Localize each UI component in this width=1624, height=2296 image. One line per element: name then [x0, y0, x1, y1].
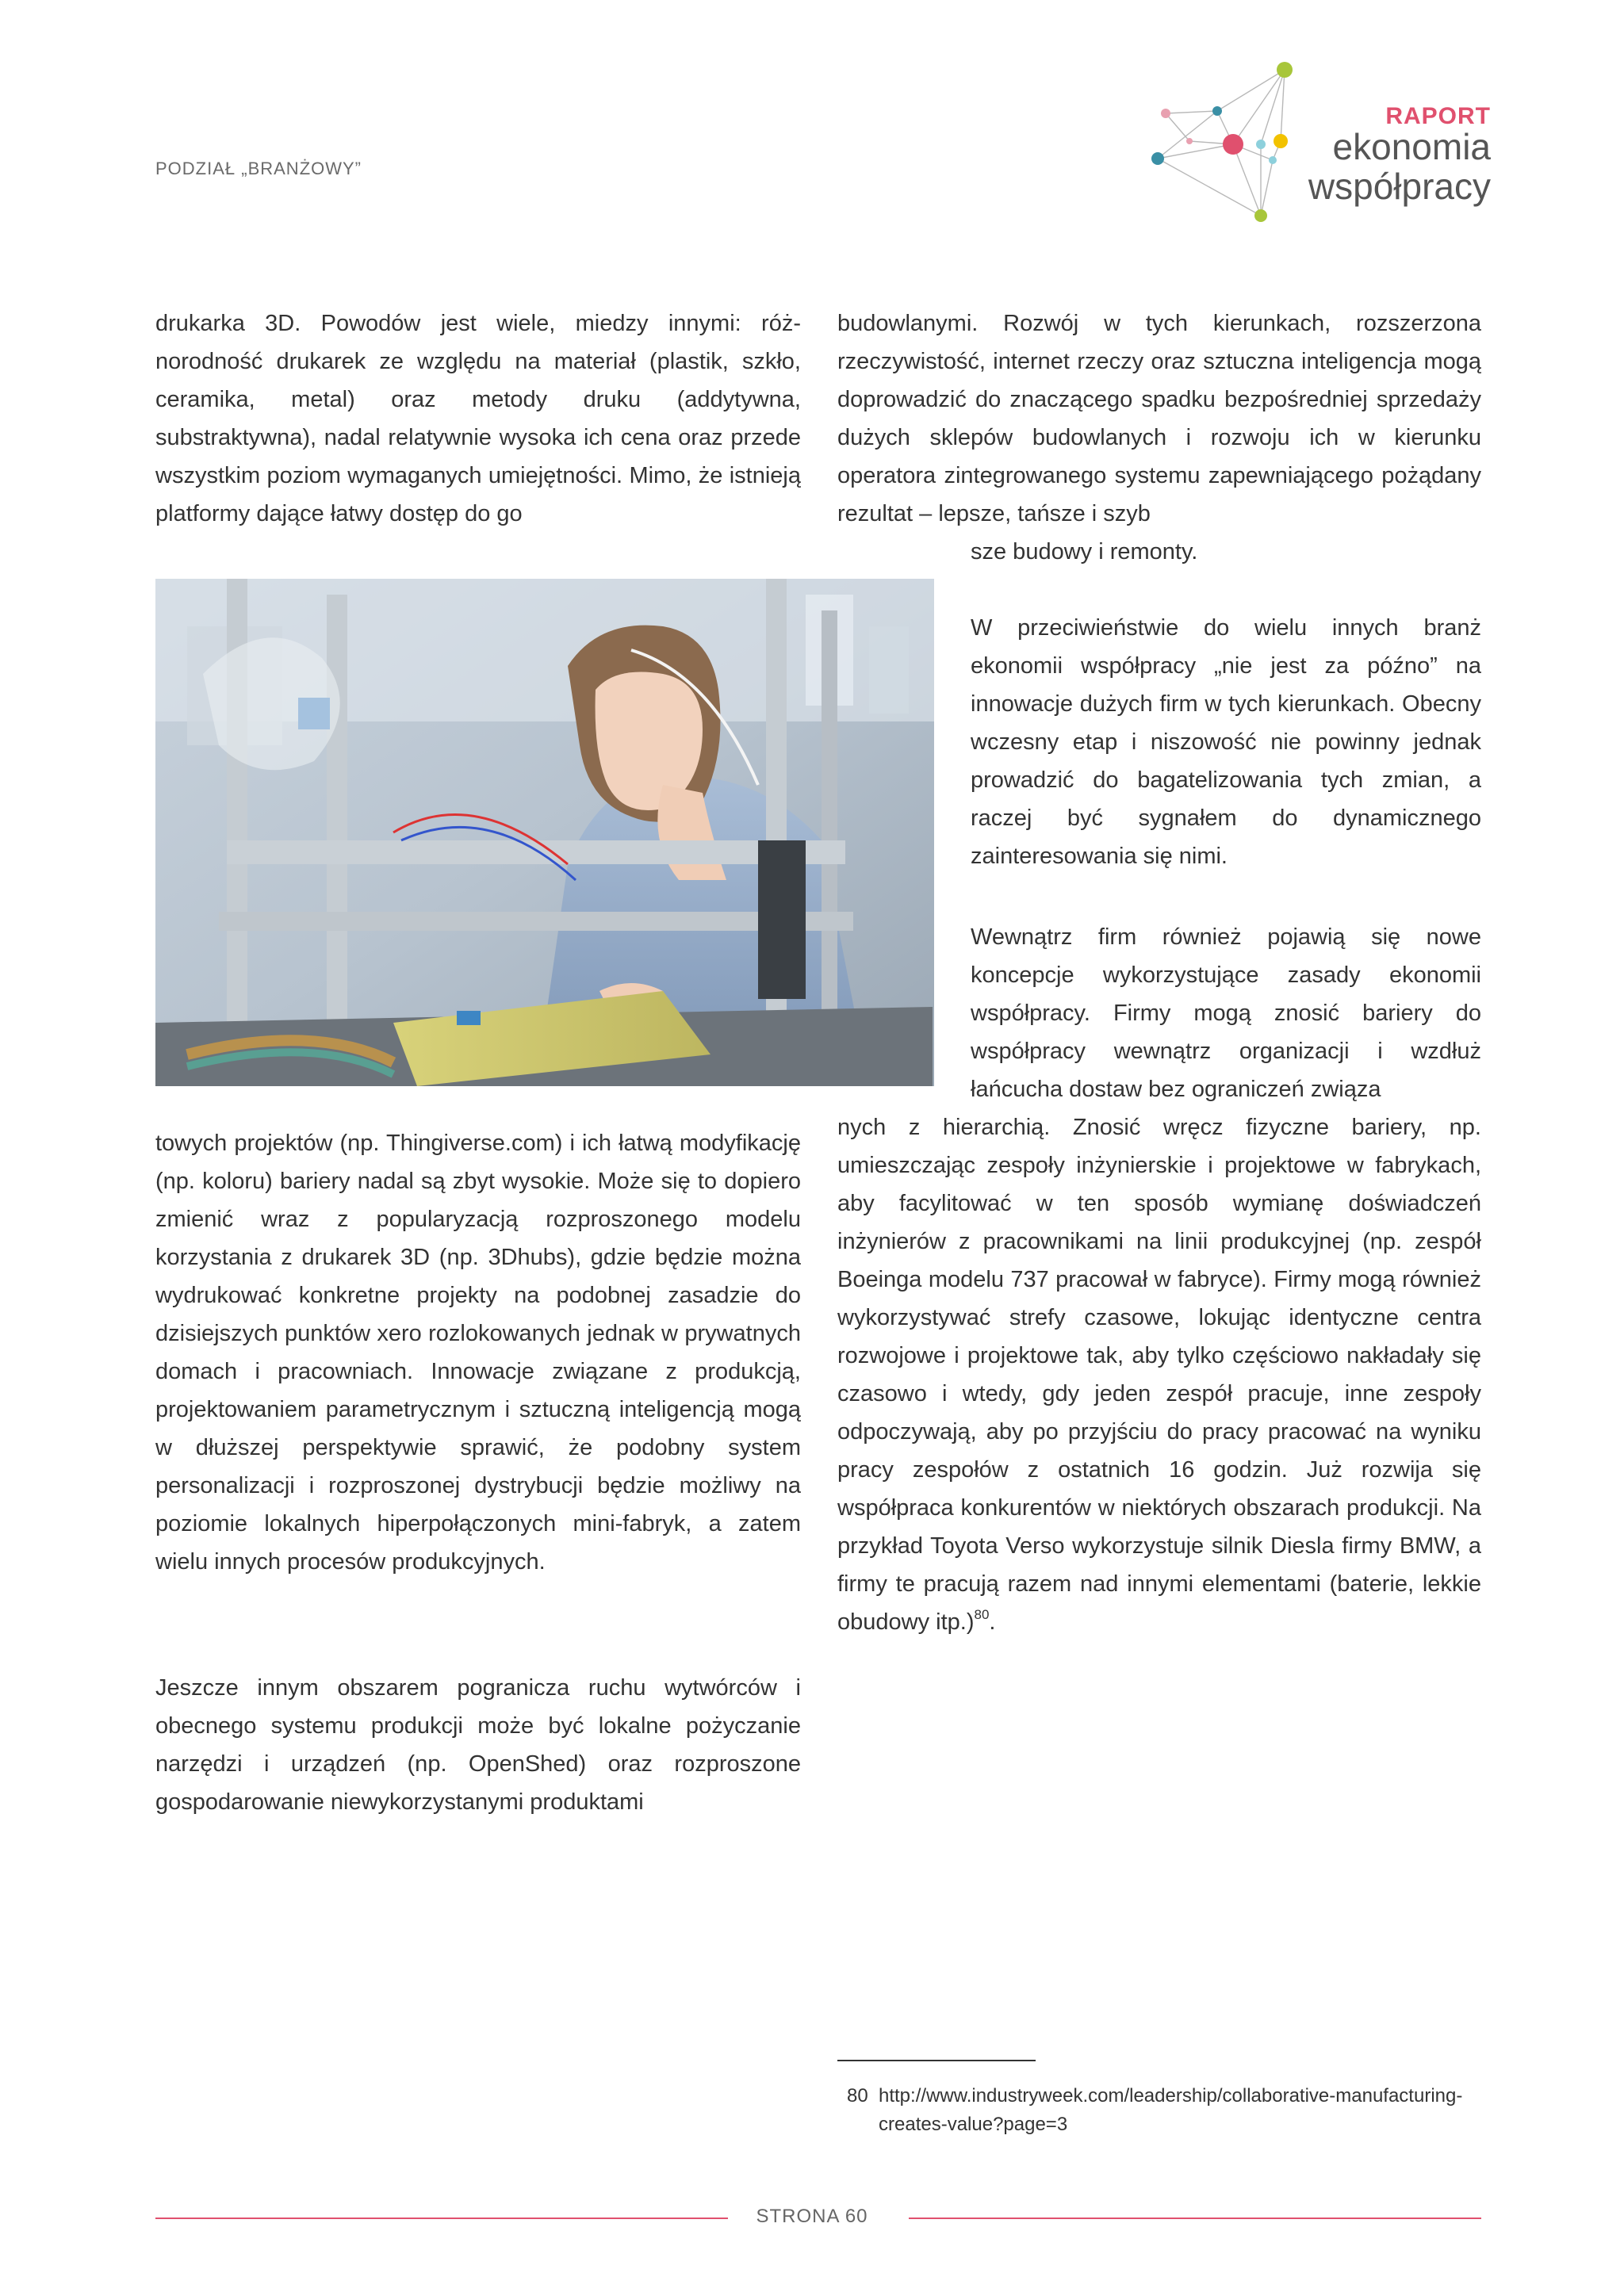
- col1-middle-paragraph: towych projektów (np. Thingiverse.com) i ich łatwą modyfikację (np. koloru) bariery nadal są zbyt wysokie. Może się to dopiero zmienić wraz z popularyzacją rozproszonego modelu korzystania z drukarek 3D (np. 3Dhubs), gdzie będzie można wydrukować konkretne projekty na podobnej zasadzie do dzisiejszych punktów xero rozlokowanych jednak w prywatnych domach i pracowniach. Innowacje związane z produkcją, projektowaniem parametrycznym i sztuczną inteligencją mogą w dłuższej perspektywie sprawić, że podobny system personalizacji i rozproszonej dystrybucji będzie możliwy na poziomie lokalnych hiperpołączonych mini-fabryk, a zatem wielu innych procesów produkcyjnych.: [155, 1131, 801, 1575]
- logo-raport-text: RAPORT: [1385, 103, 1491, 129]
- footnote-link[interactable]: http://www.industryweek.com/leadership/collaborative-manufacturing-creates-value?page=3: [879, 2085, 1463, 2135]
- col2-third-paragraph-narrow: Wewnątrz firm również pojawią się nowe koncepcje wykorzystujące zasady ekonomii współpracy. Firmy mogą znosić bariery do współpracy wewnątrz organizacji i wzdłuż łańcucha dostaw bez ograniczeń związa: [971, 924, 1481, 1102]
- logo-line2-text: współpracy: [1308, 166, 1491, 207]
- col1-top-paragraph: drukarka 3D. Powodów jest wiele, miedzy innymi: różnorodność drukarek ze względu na materiał (plastik, szkło, ceramika, metal) oraz metody druku (addytywna, substraktywna), nadal relatywnie wysoka ich cena oraz przede wszystkim poziom wymaganych umiejętności. Mimo, że istnieją platformy dające łatwy dostęp do go: [155, 311, 801, 526]
- col2-second-paragraph: W przeciwieństwie do wielu innych branż ekonomii współpracy „nie jest za późno” na innowacje dużych firm w tych kierunkach. Obecny wczesny etap i niszowość nie powinny jednak prowadzić do bagatelizowania tych zmian, a raczej być sygnałem do dynamicznego zainteresowania się nimi.: [971, 615, 1481, 869]
- logo-line1-text: ekonomia: [1332, 126, 1491, 167]
- footer-line-left: [155, 2218, 728, 2219]
- section-label: PODZIAŁ „BRANŻOWY”: [155, 159, 362, 178]
- footer-line-right: [909, 2218, 1481, 2219]
- page-number: STRONA 60: [756, 2206, 868, 2227]
- col2-top-tail: sze budowy i remonty.: [971, 539, 1198, 564]
- col2-top-paragraph: budowlanymi. Rozwój w tych kierunkach, rozszerzona rzeczywistość, internet rzeczy oraz sztuczna inteligencja mogą doprowadzić do znaczącego spadku bezpośredniej sprzedaży dużych sklepów budowlanych i rozwoju ich w kierunku operatora zintegrowanego systemu zapewniającego pożądany rezultat – lepsze, tańsze i szyb: [837, 311, 1481, 526]
- report-logo: [1142, 55, 1491, 230]
- footnote-rule: [837, 2060, 1036, 2061]
- col2-third-paragraph-text: nych z hierarchią. Znosić wręcz fizyczne bariery, np. umieszczając zespoły inżynierskie i projektowe w fabrykach, aby facylitować w ten sposób wymianę doświadczeń inżynierów z pracownikami na linii produkcyjnej (np. zespół Boeinga modelu 737 pracował w fabryce). Firmy mogą również wykorzystywać strefy czasowe, lokując identyczne centra rozwojowe i projektowe tak, aby tylko częściowo nakładały się czasowo i wtedy, gdy jeden zespół pracuje, inne zespoły odpoczywają, aby po przyjściu do pracy pracować na wyniku pracy zespołów z ostatnich 16 godzin. Już rozwija się współpraca konkurentów w niektórych obszarach produkcji. Na przykład Toyota Verso wykorzystuje silnik Diesla firmy BMW, a firmy te pracują razem nad innymi elementami (baterie, lekkie obudowy itp.): [837, 1115, 1481, 1635]
- footnote-number: 80: [847, 2085, 868, 2107]
- col2-third-paragraph-wide: [837, 1108, 1481, 1641]
- col1-bottom-paragraph: Jeszcze innym obszarem pogranicza ruchu wytwórców i obecnego systemu produkcji może być lokalne pożyczanie narzędzi i urządzeń (np. OpenShed) oraz rozproszone gospodarowanie niewykorzystanymi produktami: [155, 1675, 801, 1815]
- footnote-reference[interactable]: 80: [974, 1607, 990, 1622]
- col2-third-paragraph-end: .: [989, 1609, 996, 1635]
- photo-3d-printer-woman: [155, 579, 934, 1086]
